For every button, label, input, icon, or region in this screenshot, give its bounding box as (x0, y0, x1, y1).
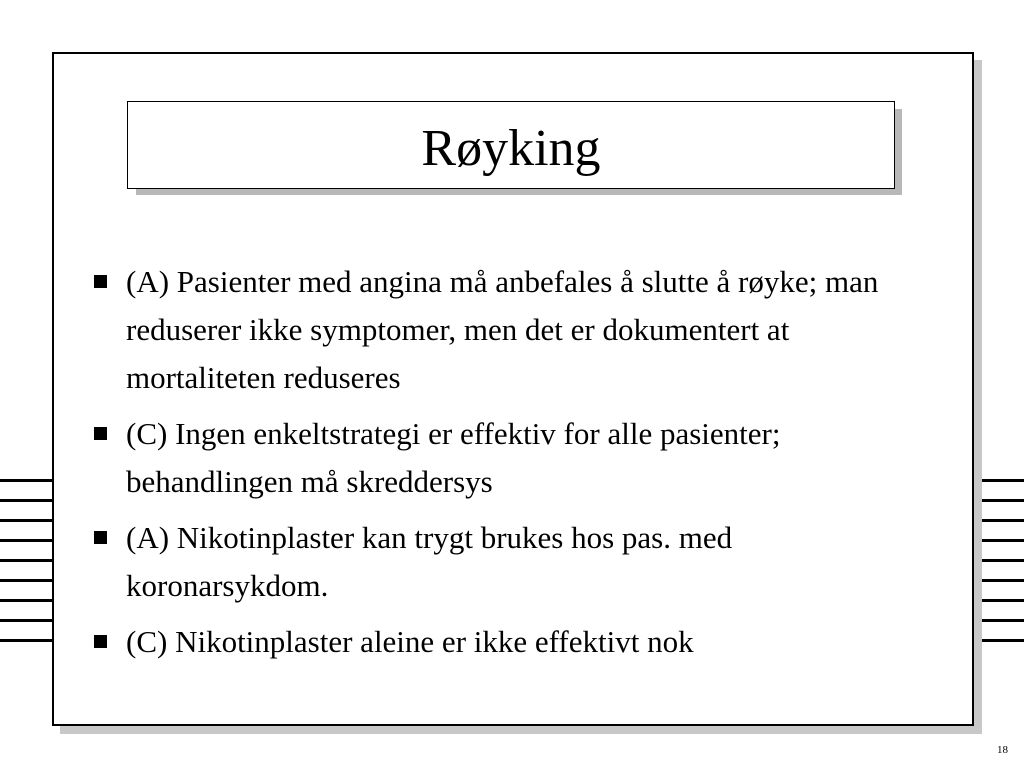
title-box (127, 101, 895, 189)
page-number: 18 (997, 744, 1008, 756)
bullet-list (90, 258, 930, 674)
left-decorative-stripes (0, 472, 60, 652)
bullet-item (90, 258, 930, 402)
bullet-text: (C) Ingen enkeltstrategi er effektiv for alle pasienter; behandlingen må skreddersys (126, 416, 781, 499)
bullet-text: (A) Nikotinplaster kan trygt brukes hos pas. med koronarsykdom. (126, 520, 733, 603)
bullet-item (90, 514, 930, 610)
bullet-item (90, 618, 930, 666)
square-bullet-icon (94, 531, 107, 544)
bullet-text: (C) Nikotinplaster aleine er ikke effektivt nok (126, 624, 694, 659)
slide-title: Røyking (421, 120, 601, 177)
square-bullet-icon (94, 635, 107, 648)
bullet-item (90, 410, 930, 506)
bullet-text: (A) Pasienter med angina må anbefales å slutte å røyke; man reduserer ikke symptomer, men det er dokumentert at mortaliteten reduseres (126, 264, 879, 395)
square-bullet-icon (94, 427, 107, 440)
square-bullet-icon (94, 275, 107, 288)
